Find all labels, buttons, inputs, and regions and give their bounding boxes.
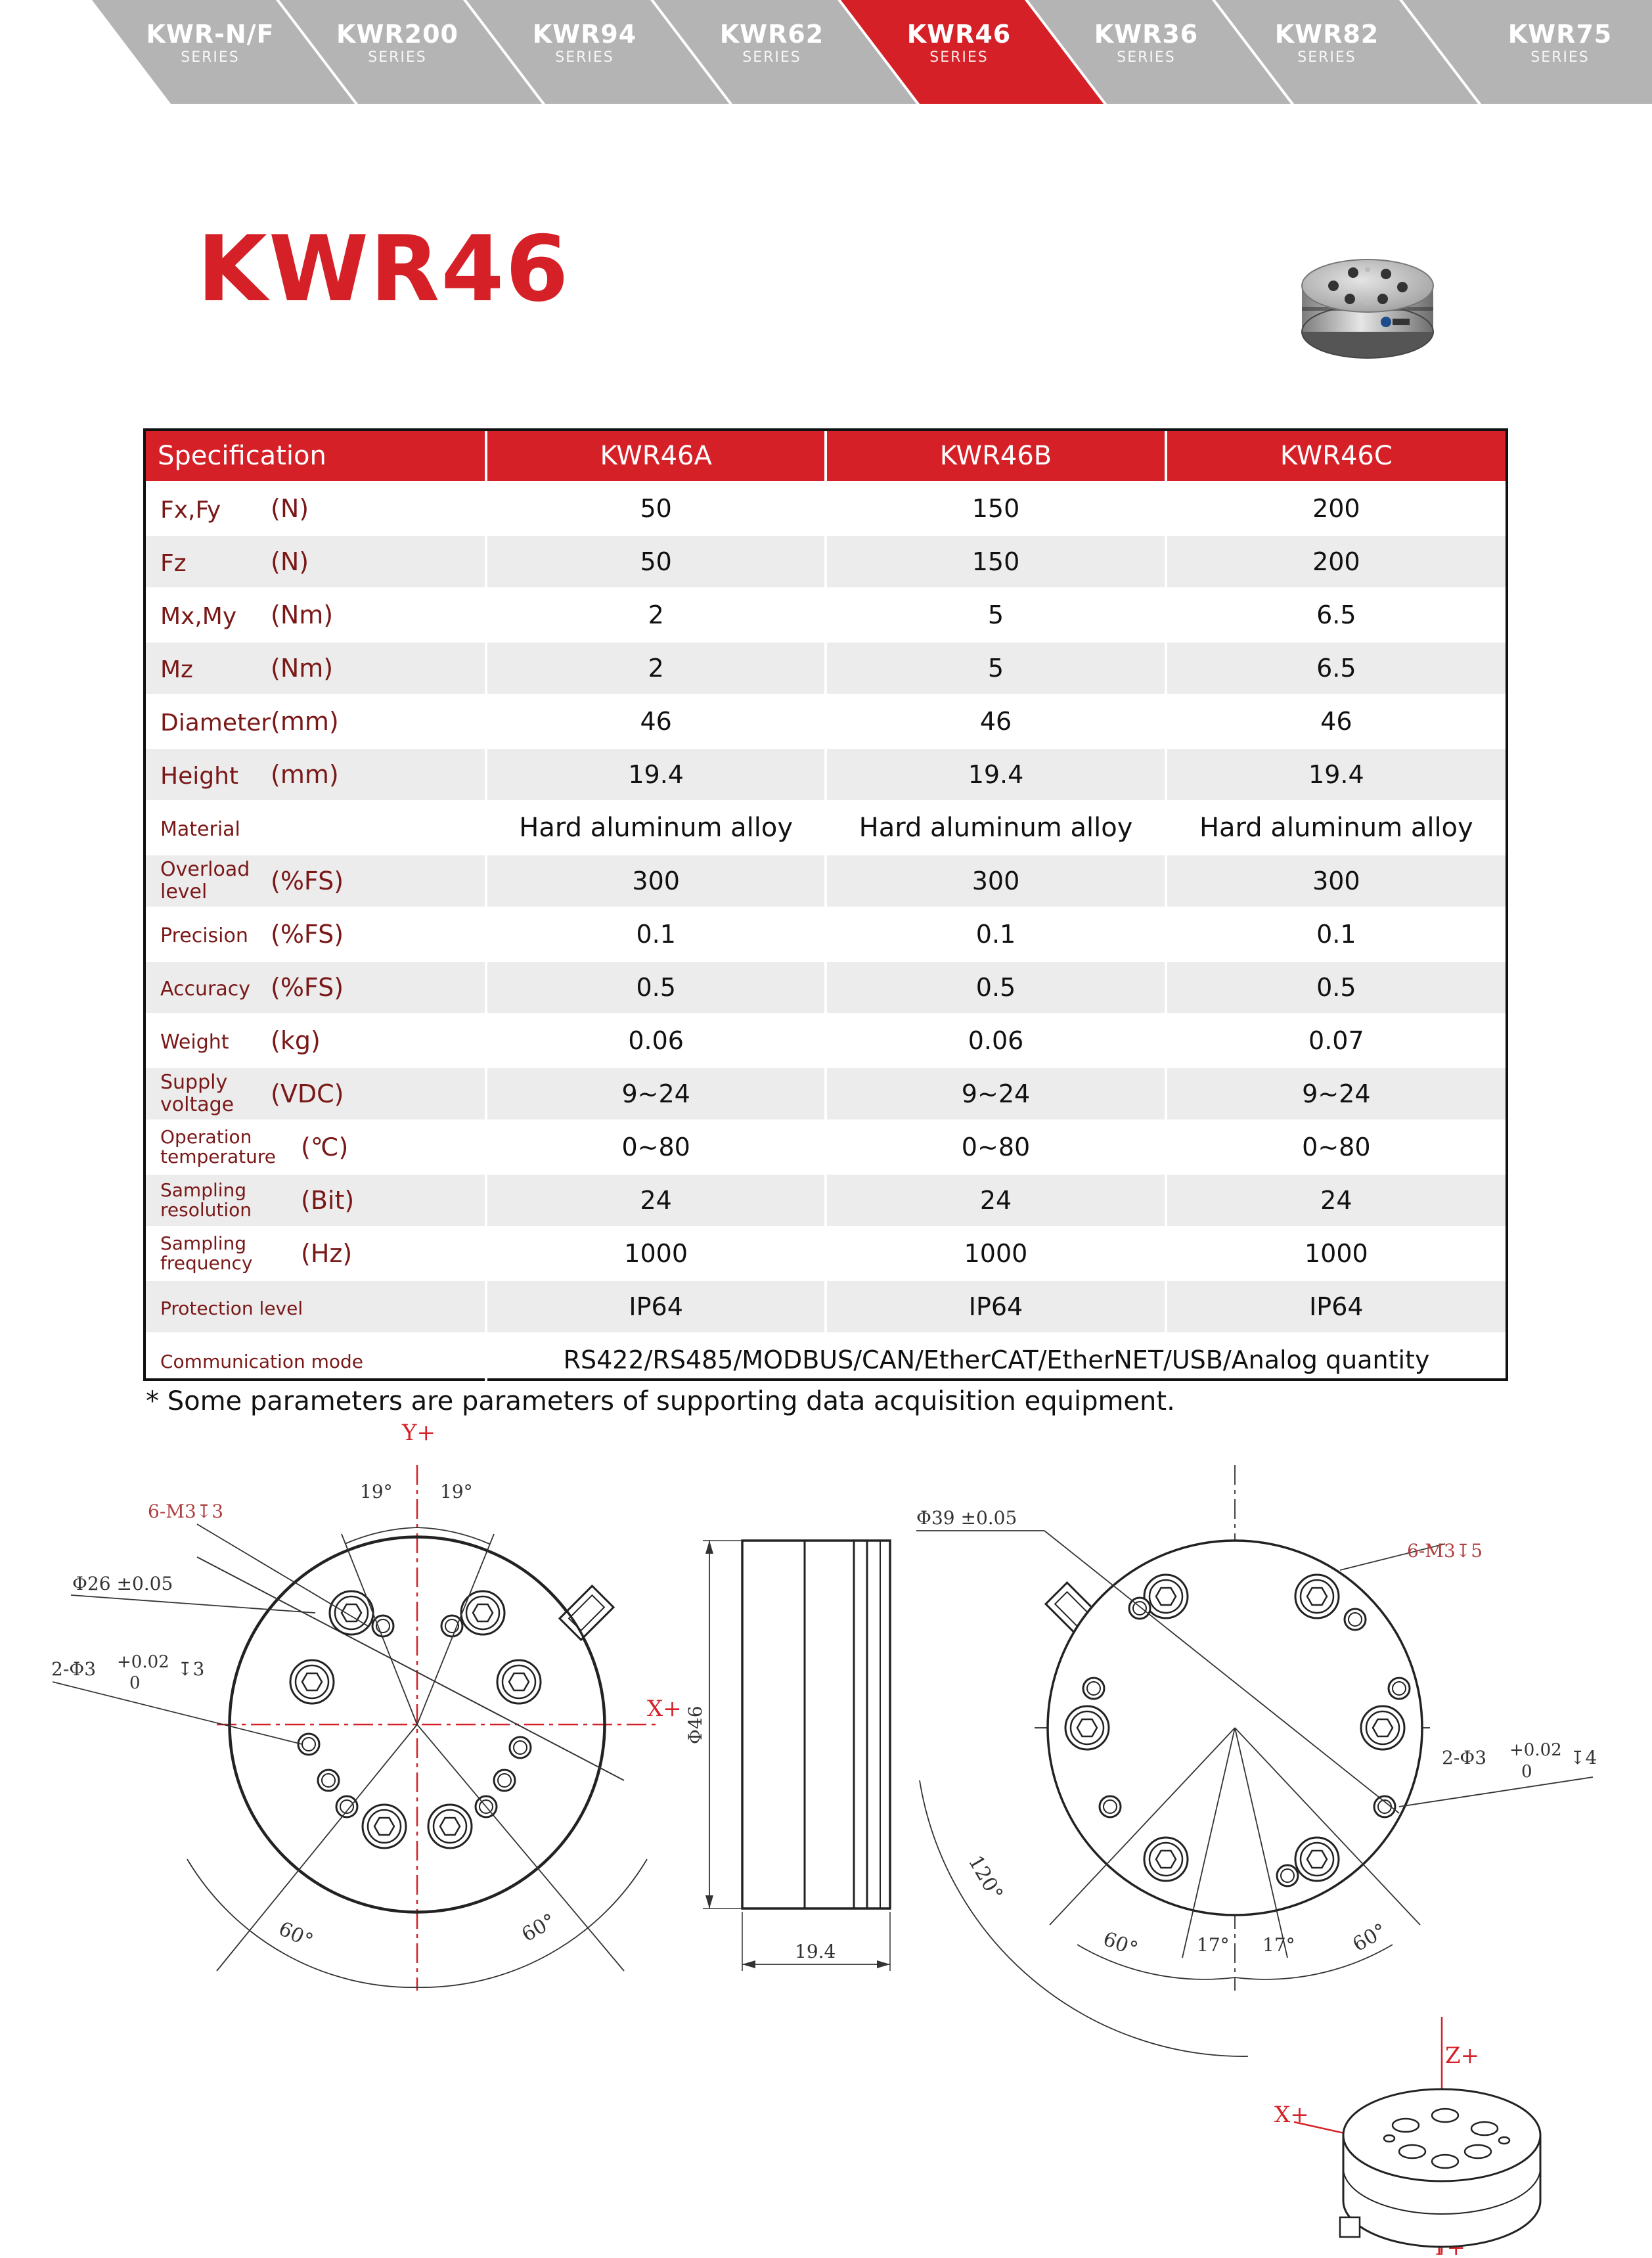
front-angle-bottom-right: 60°: [518, 1909, 560, 1947]
table-row: [146, 482, 1506, 535]
row-name: Protection level: [160, 1297, 303, 1319]
row-label: [146, 1014, 486, 1068]
row-name: Precision: [160, 924, 248, 947]
tab-sublabel: SERIES: [368, 49, 427, 66]
back-pcd-callout: Φ39 ±0.05: [916, 1507, 1017, 1529]
front-thread-callout: 6-M3↧3: [148, 1501, 224, 1522]
cell: 24: [826, 1174, 1165, 1227]
technical-drawings: [0, 1412, 1652, 2258]
cell: 6.5: [1166, 642, 1506, 695]
row-name: Mz: [160, 656, 193, 683]
cell: IP64: [1166, 1280, 1506, 1334]
page-title: KWR46: [197, 216, 570, 322]
row-name: Communication mode: [160, 1350, 363, 1372]
table-row: [146, 802, 1506, 855]
front-pin-label: 2-Φ3: [51, 1658, 97, 1680]
row-name: Diameter: [160, 709, 271, 736]
table-row: [146, 748, 1506, 802]
cell: 2: [486, 589, 826, 642]
cell-communication: RS422/RS485/MODBUS/CAN/EtherCAT/EtherNET/USB/Analog quantity: [486, 1334, 1506, 1386]
cell: 300: [486, 855, 826, 908]
cell: 0~80: [1166, 1121, 1506, 1174]
table-row: [146, 855, 1506, 908]
header-model-b: KWR46B: [826, 431, 1165, 482]
tab-label: KWR-N/F: [146, 20, 275, 49]
cell: 46: [1166, 695, 1506, 748]
row-label: [146, 589, 486, 642]
cell: 5: [826, 589, 1165, 642]
tab-kwr62[interactable]: [700, 20, 844, 67]
row-name: Fz: [160, 549, 187, 577]
table-header-row: [146, 431, 1506, 482]
isometric-view: [1274, 2017, 1540, 2258]
row-unit: (Nm): [271, 654, 334, 683]
row-label: [146, 908, 486, 961]
row-label: [146, 1068, 486, 1121]
back-angle-17-right: 17°: [1262, 1934, 1295, 1956]
row-unit: (Bit): [301, 1186, 355, 1215]
cell: 200: [1166, 535, 1506, 589]
table-row-communication: [146, 1334, 1506, 1386]
row-label: [146, 802, 486, 855]
cell: Hard aluminum alloy: [1166, 802, 1506, 855]
footnote: * Some parameters are parameters of supporting data acquisition equipment.: [146, 1386, 1175, 1416]
side-diameter-label: Φ46: [684, 1705, 706, 1744]
cell: 0.1: [826, 908, 1165, 961]
back-angle-120: 120°: [963, 1851, 1008, 1905]
cell: 2: [486, 642, 826, 695]
front-angle-bottom-left: 60°: [275, 1917, 317, 1953]
cell: 9~24: [1166, 1068, 1506, 1121]
cell: 0.1: [486, 908, 826, 961]
iso-x-axis-label: X+: [1274, 2102, 1309, 2128]
cell: 0.07: [1166, 1014, 1506, 1068]
cell: 300: [1166, 855, 1506, 908]
cell: 0~80: [826, 1121, 1165, 1174]
cell: 1000: [486, 1227, 826, 1280]
table-row: [146, 1280, 1506, 1334]
back-pin-tol-bottom: 0: [1521, 1762, 1532, 1782]
table-row: [146, 589, 1506, 642]
spec-table: [143, 428, 1508, 1381]
tab-sublabel: SERIES: [1530, 49, 1590, 66]
table-row: [146, 535, 1506, 589]
front-view: [51, 1420, 682, 1991]
back-angle-60-left: 60°: [1100, 1927, 1141, 1961]
tab-label: KWR82: [1274, 20, 1379, 49]
front-angle-top-right: 19°: [440, 1481, 473, 1502]
row-label: [146, 695, 486, 748]
row-unit: (%FS): [271, 973, 344, 1002]
tab-kwr46[interactable]: [887, 20, 1031, 67]
row-name: Mx,My: [160, 602, 237, 630]
table-row: [146, 908, 1506, 961]
back-pin-depth: ↧4: [1570, 1747, 1597, 1769]
tab-sublabel: SERIES: [555, 49, 614, 66]
row-unit: (Hz): [301, 1239, 353, 1268]
table-row: [146, 1174, 1506, 1227]
tab-label: KWR36: [1094, 20, 1199, 49]
side-view: [684, 1541, 890, 1971]
tab-sublabel: SERIES: [1117, 49, 1176, 66]
row-name: Height: [160, 762, 239, 790]
cell: 300: [826, 855, 1165, 908]
cell: 50: [486, 482, 826, 535]
row-unit: (mm): [271, 707, 339, 736]
front-pin-depth: ↧3: [177, 1658, 205, 1680]
row-label: [146, 482, 486, 535]
back-pin-label: 2-Φ3: [1442, 1747, 1487, 1769]
cell: 150: [826, 482, 1165, 535]
row-unit: (%FS): [271, 867, 344, 895]
cell: 24: [1166, 1174, 1506, 1227]
tab-kwr82[interactable]: [1255, 20, 1399, 67]
cell: 150: [826, 535, 1165, 589]
tab-label: KWR94: [532, 20, 637, 49]
back-pin-tol-top: +0.02: [1509, 1740, 1562, 1760]
cell: 0.1: [1166, 908, 1506, 961]
cell: 46: [486, 695, 826, 748]
row-name: Overload level: [160, 858, 250, 903]
tab-sublabel: SERIES: [1297, 49, 1356, 66]
cell: 1000: [1166, 1227, 1506, 1280]
front-y-axis-label: Y+: [402, 1420, 435, 1446]
cell: 24: [486, 1174, 826, 1227]
tab-sublabel: SERIES: [929, 49, 989, 66]
row-label: [146, 961, 486, 1014]
cell: 46: [826, 695, 1165, 748]
table-row: [146, 642, 1506, 695]
side-height-label: 19.4: [795, 1941, 836, 1962]
series-tab-bar: [0, 0, 1652, 104]
row-label: [146, 1280, 486, 1334]
cell: 19.4: [486, 748, 826, 802]
row-label: [146, 748, 486, 802]
cell: 0~80: [486, 1121, 826, 1174]
row-label: [146, 535, 486, 589]
front-x-axis-label: X+: [647, 1696, 682, 1722]
header-model-c: KWR46C: [1166, 431, 1506, 482]
cell: 19.4: [1166, 748, 1506, 802]
row-name: Accuracy: [160, 977, 250, 1001]
back-angle-17-left: 17°: [1197, 1934, 1230, 1956]
front-pin-tol-bottom: 0: [129, 1673, 141, 1693]
back-angle-60-right: 60°: [1349, 1919, 1391, 1957]
header-model-a: KWR46A: [486, 431, 826, 482]
row-unit: (kg): [271, 1026, 321, 1055]
cell: 0.06: [826, 1014, 1165, 1068]
table-row: [146, 1227, 1506, 1280]
row-name: Operation temperature: [160, 1126, 276, 1167]
tab-kwr94[interactable]: [512, 20, 657, 67]
table-row: [146, 1014, 1506, 1068]
row-label: [146, 1121, 486, 1174]
tab-label: KWR46: [906, 20, 1012, 49]
front-pcd-callout: Φ26 ±0.05: [72, 1573, 173, 1594]
row-unit: (N): [271, 547, 309, 576]
tab-label: KWR75: [1507, 20, 1613, 49]
tab-label: KWR62: [719, 20, 824, 49]
row-label: [146, 855, 486, 908]
front-angle-top-left: 19°: [360, 1481, 393, 1502]
cell: 9~24: [486, 1068, 826, 1121]
cell: Hard aluminum alloy: [826, 802, 1165, 855]
cell: 5: [826, 642, 1165, 695]
tab-kwr200[interactable]: [325, 20, 470, 67]
cell: Hard aluminum alloy: [486, 802, 826, 855]
row-name: Sampling frequency: [160, 1232, 253, 1274]
cell: 6.5: [1166, 589, 1506, 642]
row-unit: (℃): [301, 1133, 349, 1162]
row-unit: (%FS): [271, 920, 344, 949]
tab-sublabel: SERIES: [181, 49, 240, 66]
product-photo: [1287, 233, 1452, 365]
cell: IP64: [486, 1280, 826, 1334]
row-label: [146, 642, 486, 695]
iso-z-axis-label: Z+: [1445, 2043, 1480, 2069]
table-row: [146, 695, 1506, 748]
tab-kwr-nf[interactable]: [138, 20, 282, 67]
row-unit: (Nm): [271, 600, 334, 629]
back-thread-callout: 6-M3↧5: [1407, 1540, 1483, 1562]
cell: 19.4: [826, 748, 1165, 802]
tab-kwr36[interactable]: [1074, 20, 1218, 67]
cell: 1000: [826, 1227, 1165, 1280]
row-label: [146, 1227, 486, 1280]
row-name: Weight: [160, 1030, 229, 1054]
back-view: [916, 1465, 1597, 2056]
cell: IP64: [826, 1280, 1165, 1334]
row-unit: (VDC): [271, 1079, 344, 1108]
row-name: Material: [160, 817, 240, 841]
table-row: [146, 1068, 1506, 1121]
cell: 50: [486, 535, 826, 589]
cell: 0.5: [826, 961, 1165, 1014]
tab-sublabel: SERIES: [742, 49, 801, 66]
cell: 0.5: [486, 961, 826, 1014]
front-pin-tol-top: +0.02: [117, 1652, 169, 1672]
table-row: [146, 1121, 1506, 1174]
cell: 9~24: [826, 1068, 1165, 1121]
tab-label: KWR200: [336, 20, 458, 49]
spec-table-grid: [146, 431, 1506, 1386]
cell: 200: [1166, 482, 1506, 535]
cell: 0.06: [486, 1014, 826, 1068]
tab-kwr75[interactable]: [1488, 20, 1632, 67]
cell: 0.5: [1166, 961, 1506, 1014]
drawing-canvas: [0, 1412, 1652, 2258]
row-label: [146, 1334, 486, 1386]
row-unit: (mm): [271, 760, 339, 789]
row-name: Supply voltage: [160, 1071, 234, 1116]
row-label: [146, 1174, 486, 1227]
row-name: Sampling resolution: [160, 1179, 252, 1221]
row-name: Fx,Fy: [160, 496, 221, 524]
row-unit: (N): [271, 494, 309, 523]
header-specification: Specification: [146, 431, 486, 482]
table-row: [146, 961, 1506, 1014]
